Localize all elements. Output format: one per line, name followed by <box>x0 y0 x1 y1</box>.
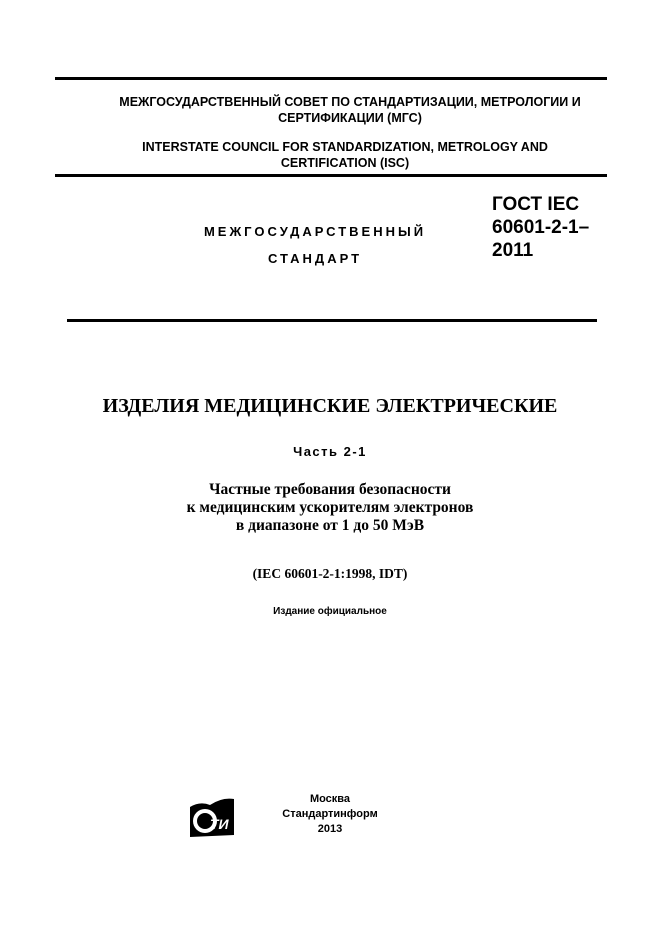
council-ru: МЕЖГОСУДАРСТВЕННЫЙ СОВЕТ ПО СТАНДАРТИЗАЦИИ, МЕТРОЛОГИИ И СЕРТИФИКАЦИИ (МГС) <box>119 95 581 125</box>
document-subtitle <box>130 481 530 535</box>
subtitle-line2: к медицинским ускорителям электронов <box>186 499 474 516</box>
standard-code-line2: 60601-2-1– <box>492 217 590 238</box>
standard-type-line2: СТАНДАРТ <box>267 251 363 266</box>
standard-bottom-rule <box>67 319 597 322</box>
imprint-city: Москва <box>309 793 351 805</box>
imprint-year: 2013 <box>317 823 343 835</box>
header-bottom-rule <box>55 174 607 177</box>
subtitle-line1: Частные требования безопасности <box>209 481 451 498</box>
standard-type-line1: МЕЖГОСУДАРСТВЕННЫЙ <box>203 224 427 239</box>
svg-text:ТИ: ТИ <box>210 816 229 832</box>
imprint <box>270 792 390 837</box>
publisher-logo <box>188 795 236 839</box>
standard-code <box>492 193 589 262</box>
council-en: INTERSTATE COUNCIL FOR STANDARDIZATION, METROLOGY AND CERTIFICATION (ISC) <box>142 140 548 170</box>
subtitle-line3: в диапазоне от 1 до 50 МэВ <box>235 517 425 534</box>
standard-code-line3: 2011 <box>492 240 534 261</box>
part-number: Часть 2-1 <box>293 444 367 459</box>
iec-reference: (IEC 60601-2-1:1998, IDT) <box>252 566 408 581</box>
document-title: ИЗДЕЛИЯ МЕДИЦИНСКИЕ ЭЛЕКТРИЧЕСКИЕ <box>102 395 558 417</box>
imprint-publisher: Стандартинформ <box>282 808 378 820</box>
edition-note: Издание официальное <box>273 606 387 617</box>
top-rule <box>55 77 607 80</box>
standard-code-line1: ГОСТ IEC <box>492 194 580 215</box>
